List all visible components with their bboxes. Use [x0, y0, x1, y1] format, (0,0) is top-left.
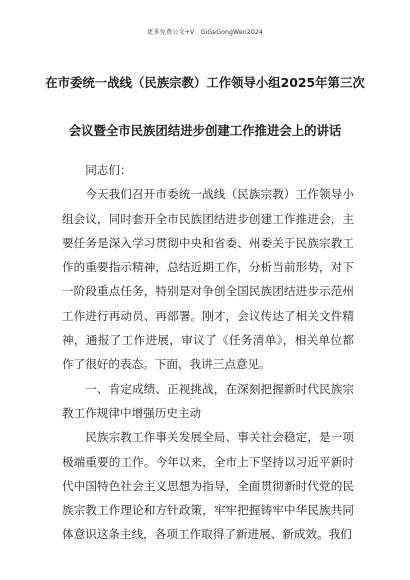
paragraph-section-1: 民族宗教工作事关发展全局、事关社会稳定，是一项极端重要的工作。今年以来，全市上下坚持以习近平新时代中国特色社会主义思想为指导，全面贯彻新时代党的民族宗教工作理论和方针政策，牢牢把握铸牢中华民族共同体意识这条主线，各项工作取得了新进展、新成效。我们 [62, 430, 354, 542]
title-line-2: 会议暨全市民族团结进步创建工作推进会上的讲话 [68, 123, 342, 138]
paragraph-intro: 今天我们召开市委统一战线（民族宗教）工作领导小组会议，同时套开全市民族团结进步创建工作推进会，主要任务是深入学习贯彻中央和省委、州委关于民族宗教工作的重要指示精神，总结近期工作，分析当前形势，对下一阶段重点任务，特别是对争创全国民族团结进步示范州工作进行再动员、再部署。刚才，会议传达了相关文件精神，通报了工作进展，审议了《任务清单》，相关单位都作了很好的表态。下面，我讲三点意见。 [62, 187, 354, 372]
salutation: 同志们： [85, 163, 132, 177]
header-note: 更多免费公文+V：GiGeGongWen2024 [147, 29, 263, 36]
body-text [62, 158, 354, 547]
title-line-1: 在市委统一战线（民族宗教）工作领导小组2025年第三次 [45, 75, 365, 90]
section-heading-1: 一、肯定成绩、正视挑战，在深刻把握新时代民族宗教工作规律中增强历史主动 [62, 381, 354, 420]
